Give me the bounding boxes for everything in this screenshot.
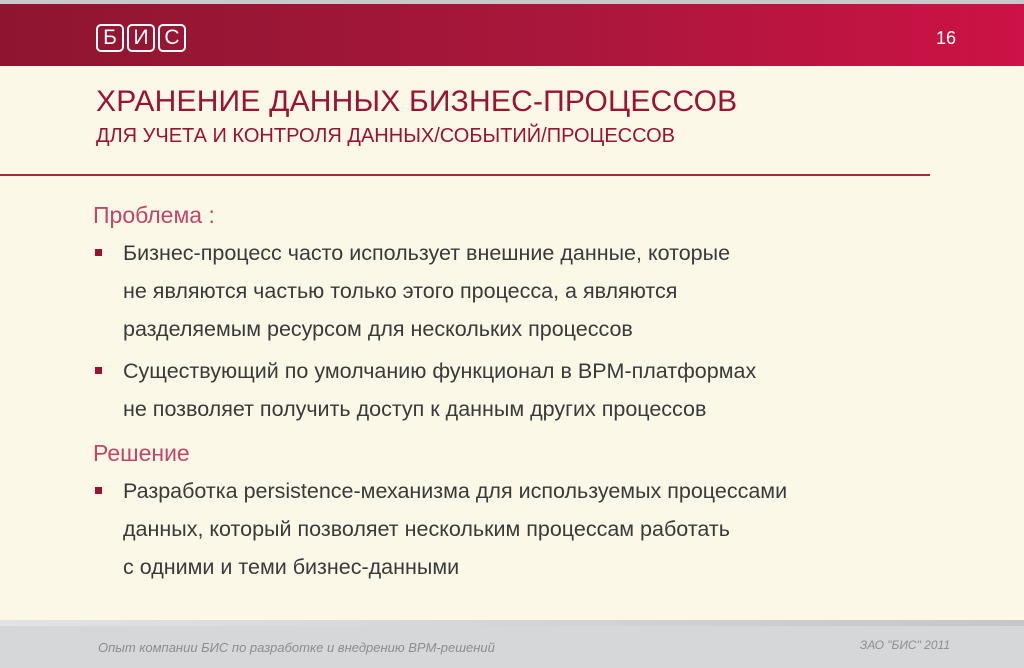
slide-subtitle: ДЛЯ УЧЕТА И КОНТРОЛЯ ДАННЫХ/СОБЫТИЙ/ПРОЦЕССОВ xyxy=(96,125,676,147)
title-divider xyxy=(0,174,930,176)
footer-caption: Опыт компании БИС по разработке и внедрению BPM-решений xyxy=(98,640,495,655)
bullet-text-line: Бизнес-процесс часто использует внешние данные, которые xyxy=(123,241,731,265)
bullet-text-line: Разработка persistence-механизма для используемых процессами xyxy=(123,479,788,503)
bullet-text-line: не позволяет получить доступ к данным других процессов xyxy=(123,397,707,421)
bullet-text-line: с одними и теми бизнес-данными xyxy=(123,555,460,579)
footer-copyright: ЗАО "БИС" 2011 xyxy=(859,638,950,652)
square-bullet-icon xyxy=(95,249,102,256)
logo-letter: С xyxy=(158,24,186,52)
bullet-text-line: данных, который позволяет нескольким процессам работать xyxy=(123,517,730,541)
slide-number: 16 xyxy=(935,28,956,48)
footer-bar xyxy=(0,620,1024,668)
slide-title: ХРАНЕНИЕ ДАННЫХ БИЗНЕС-ПРОЦЕССОВ xyxy=(96,85,738,118)
company-logo xyxy=(96,24,186,52)
solution-heading: Решение xyxy=(93,440,190,466)
problem-heading: Проблема : xyxy=(93,202,215,228)
problem-bullet xyxy=(93,234,993,348)
header-bar xyxy=(0,0,1024,66)
problem-bullet xyxy=(93,352,993,428)
bullet-text-line: не являются частью только этого процесса, а являются xyxy=(123,279,678,303)
solution-bullet xyxy=(93,472,993,586)
square-bullet-icon xyxy=(95,487,102,494)
slide-content xyxy=(93,200,993,586)
square-bullet-icon xyxy=(95,367,102,374)
bullet-text-line: разделяемым ресурсом для нескольких процессов xyxy=(123,317,633,341)
logo-letter: И xyxy=(127,24,155,52)
footer-band xyxy=(0,620,1024,626)
logo-letter: Б xyxy=(96,24,124,52)
bullet-text-line: Существующий по умолчанию функционал в BPM-платформах xyxy=(123,359,757,383)
